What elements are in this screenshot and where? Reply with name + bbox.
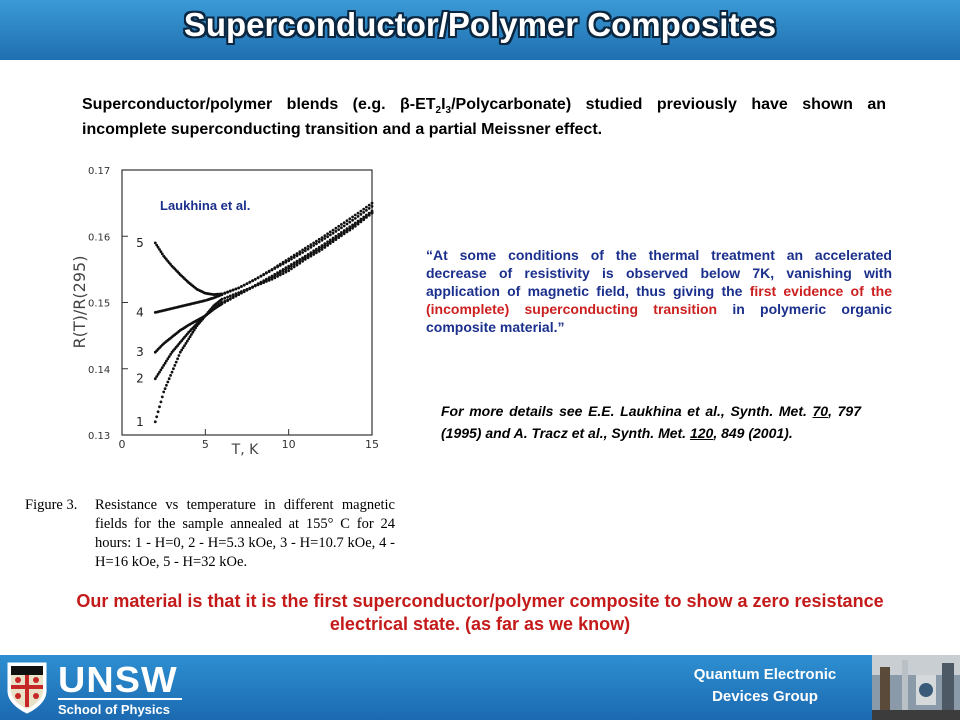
school-name: School of Physics xyxy=(58,698,182,717)
title-bar xyxy=(0,0,960,60)
data-point xyxy=(318,238,321,241)
data-point xyxy=(293,254,296,257)
data-point xyxy=(335,230,338,233)
data-point xyxy=(329,239,332,242)
data-point xyxy=(276,264,279,267)
y-tick-label: 0.15 xyxy=(88,298,111,310)
data-point xyxy=(160,401,163,404)
data-point xyxy=(329,231,332,234)
data-point xyxy=(307,245,310,248)
data-point xyxy=(371,210,374,213)
data-point xyxy=(282,261,285,264)
data-point xyxy=(351,219,354,222)
ref-text-1: For more details see E.E. Laukhina et al., Synth. Met. xyxy=(441,403,813,419)
data-point xyxy=(312,242,315,245)
data-point xyxy=(226,299,229,302)
data-point xyxy=(348,217,351,220)
data-point xyxy=(251,279,254,282)
data-point xyxy=(329,234,332,237)
y-tick-label: 0.14 xyxy=(88,364,111,376)
data-point xyxy=(273,266,276,269)
data-point xyxy=(240,285,243,288)
data-point xyxy=(315,248,318,251)
data-point xyxy=(343,225,346,228)
intro-et: -ET xyxy=(409,96,436,113)
data-point xyxy=(357,212,360,215)
data-point xyxy=(235,288,238,291)
data-point xyxy=(229,295,232,298)
data-point xyxy=(282,272,285,275)
group-name-line-2: Devices Group xyxy=(712,688,818,705)
data-point xyxy=(335,227,338,230)
data-point xyxy=(368,212,371,215)
data-point xyxy=(273,273,276,276)
data-point xyxy=(254,284,257,287)
data-point xyxy=(282,268,285,271)
data-point xyxy=(337,228,340,231)
data-point xyxy=(287,269,290,272)
data-point xyxy=(223,297,226,300)
data-point xyxy=(310,243,313,246)
data-point xyxy=(257,276,260,279)
data-point xyxy=(346,219,349,222)
data-point xyxy=(158,405,161,408)
data-point xyxy=(323,242,326,245)
data-point xyxy=(304,255,307,258)
data-point xyxy=(246,282,249,285)
data-point xyxy=(290,256,293,259)
data-point xyxy=(340,231,343,234)
data-point xyxy=(362,211,365,214)
data-point xyxy=(162,391,165,394)
data-point xyxy=(155,415,158,418)
resistance-plot xyxy=(60,160,390,460)
curve-label-1: 1 xyxy=(136,414,144,429)
data-point xyxy=(232,296,235,299)
data-point xyxy=(304,249,307,252)
data-point xyxy=(354,217,357,220)
data-point xyxy=(332,229,335,232)
unsw-crest-icon xyxy=(6,661,48,715)
data-point xyxy=(173,364,176,367)
curve-labels xyxy=(136,236,144,429)
data-point xyxy=(310,246,313,249)
references-note xyxy=(441,400,861,444)
data-point xyxy=(268,270,271,273)
quote-block xyxy=(426,246,892,336)
data-point xyxy=(290,267,293,270)
figure-label: Figure 3. xyxy=(25,497,78,513)
data-point xyxy=(246,289,249,292)
data-point xyxy=(301,251,304,254)
x-tick-label: 0 xyxy=(118,438,126,451)
intro-text-1: Superconductor/polymer blends (e.g. xyxy=(82,96,400,113)
slide-title: Superconductor/Polymer Composites xyxy=(183,6,777,43)
data-point xyxy=(166,381,169,384)
data-point xyxy=(371,202,374,205)
data-point xyxy=(368,207,371,210)
data-point xyxy=(265,278,268,281)
x-tick-label: 10 xyxy=(281,438,296,451)
x-tick-label: 5 xyxy=(201,438,209,451)
data-point xyxy=(312,249,315,252)
data-point xyxy=(260,275,263,278)
data-point xyxy=(326,235,329,238)
data-point xyxy=(176,357,179,360)
data-point xyxy=(326,240,329,243)
data-point xyxy=(240,292,243,295)
data-point xyxy=(257,282,260,285)
data-point xyxy=(279,263,282,266)
intro-sub-1: 2 xyxy=(435,105,442,117)
data-point xyxy=(348,225,351,228)
data-point xyxy=(229,298,232,301)
data-point xyxy=(293,266,296,269)
series-4 xyxy=(154,205,374,314)
data-point xyxy=(168,377,171,380)
data-point xyxy=(301,256,304,259)
figure-caption-text: Resistance vs temperature in different magnetic fields for the sample annealed at 155° C for 24 hours: 1 - H=0, 2 - H=5.3 kOe, 3 - H=10.7 kOe, 4 - H=16 kOe, 5 - H=32 kOe. xyxy=(95,497,395,570)
group-name xyxy=(660,664,870,708)
data-point xyxy=(232,293,235,296)
data-point xyxy=(296,260,299,263)
data-point xyxy=(235,295,238,298)
data-point xyxy=(371,205,374,208)
data-point xyxy=(315,242,318,245)
data-point xyxy=(318,246,321,249)
data-point xyxy=(362,216,365,219)
data-point xyxy=(164,387,167,390)
curve-label-2: 2 xyxy=(136,371,144,386)
data-point xyxy=(248,287,251,290)
ref-text-2: , 797 (1995) and A. Tracz et al., Synth. Met. xyxy=(441,403,861,441)
curve-label-3: 3 xyxy=(136,345,144,360)
data-point xyxy=(226,291,229,294)
footer-bar xyxy=(0,655,960,720)
data-point xyxy=(260,281,263,284)
data-point xyxy=(360,213,363,216)
series-1 xyxy=(154,212,374,423)
data-point xyxy=(298,258,301,261)
data-point xyxy=(290,263,293,266)
data-point xyxy=(157,410,160,413)
data-point xyxy=(351,224,354,227)
data-point xyxy=(357,215,360,218)
data-point xyxy=(368,204,371,207)
group-name-line-1: Quantum Electronic xyxy=(693,666,837,683)
data-point xyxy=(340,223,343,226)
data-point xyxy=(301,249,304,252)
data-point xyxy=(154,420,157,423)
data-point xyxy=(354,222,357,225)
data-point xyxy=(226,296,229,299)
data-point xyxy=(312,244,315,247)
data-point xyxy=(265,271,268,274)
data-point xyxy=(343,229,346,232)
ref-volume-1: 70 xyxy=(812,403,829,419)
intro-sub-2: 3 xyxy=(445,105,452,117)
data-point xyxy=(321,239,324,242)
data-point xyxy=(365,209,368,212)
data-point xyxy=(340,226,343,229)
data-point xyxy=(362,208,365,211)
data-point xyxy=(287,257,290,260)
data-point xyxy=(346,227,349,230)
data-point xyxy=(223,292,226,295)
data-point xyxy=(268,276,271,279)
data-point xyxy=(296,252,299,255)
data-point xyxy=(172,367,175,370)
data-point xyxy=(243,290,246,293)
data-point xyxy=(254,278,257,281)
data-point xyxy=(365,214,368,217)
data-point xyxy=(323,234,326,237)
data-point xyxy=(175,361,178,364)
conclusion-text: Our material is that it is the first superconductor/polymer composite to show a zero resistance electrical state. (as far as we know) xyxy=(76,591,884,634)
data-point xyxy=(332,237,335,240)
data-point xyxy=(360,210,363,213)
data-point xyxy=(307,248,310,251)
data-point xyxy=(332,232,335,235)
data-point xyxy=(318,241,321,244)
source-annotation: Laukhina et al. xyxy=(160,198,251,213)
data-point xyxy=(310,251,313,254)
data-point xyxy=(351,216,354,219)
intro-iodine: I xyxy=(441,96,446,113)
data-point xyxy=(323,237,326,240)
data-point xyxy=(335,235,338,238)
intro-text-2: /Polycarbonate) studied previously have shown an incomplete superconducting transition and a partial Meissner effect. xyxy=(82,96,886,139)
data-point xyxy=(248,281,251,284)
data-point xyxy=(232,289,235,292)
data-point xyxy=(315,240,318,243)
data-point xyxy=(285,259,288,262)
data-point xyxy=(304,247,307,250)
data-point xyxy=(321,236,324,239)
data-point xyxy=(221,302,224,305)
data-point xyxy=(221,298,224,301)
data-point xyxy=(293,261,296,264)
y-tick-label: 0.13 xyxy=(88,431,111,442)
lab-photo xyxy=(872,655,960,720)
unsw-logo-text: UNSW xyxy=(58,659,178,700)
quote-text-2: in polymeric organic composite material.” xyxy=(426,301,892,335)
data-point xyxy=(337,225,340,228)
data-point xyxy=(337,233,340,236)
x-tick-label: 15 xyxy=(365,438,379,451)
data-point xyxy=(237,287,240,290)
data-point xyxy=(365,206,368,209)
intro-paragraph xyxy=(82,95,886,139)
data-point xyxy=(285,271,288,274)
data-point xyxy=(271,275,274,278)
curve-label-5: 5 xyxy=(136,235,144,250)
quote-highlight: first evidence of the (incomplete) superconducting transition xyxy=(426,283,892,317)
data-point xyxy=(165,384,168,387)
data-point xyxy=(169,374,172,377)
data-point xyxy=(178,354,181,357)
data-point xyxy=(326,232,329,235)
data-point xyxy=(237,293,240,296)
data-point xyxy=(354,214,357,217)
data-point xyxy=(357,220,360,223)
data-point xyxy=(223,301,226,304)
data-point xyxy=(307,253,310,256)
data-point xyxy=(271,268,274,271)
ref-volume-2: 120 xyxy=(689,425,714,441)
data-point xyxy=(279,270,282,273)
data-point xyxy=(348,221,351,224)
data-series xyxy=(154,202,374,423)
data-point xyxy=(262,279,265,282)
data-point xyxy=(298,253,301,256)
data-point xyxy=(343,221,346,224)
data-point xyxy=(276,271,279,274)
quote-text-1: “At some conditions of the thermal treatment an accelerated decrease of resistivity is observed below 7K, vanishing with application of magnetic field, thus giving the xyxy=(426,247,892,299)
data-point xyxy=(161,396,164,399)
y-tick-label: 0.16 xyxy=(88,232,111,244)
intro-beta: β xyxy=(399,96,410,113)
data-point xyxy=(243,284,246,287)
data-point xyxy=(262,273,265,276)
data-point xyxy=(298,250,301,253)
data-point xyxy=(321,244,324,247)
data-point xyxy=(346,223,349,226)
data-point xyxy=(285,266,288,269)
data-point xyxy=(171,371,174,374)
curve-label-4: 4 xyxy=(136,305,144,320)
y-tick-label: 0.17 xyxy=(88,166,111,177)
data-point xyxy=(251,285,254,288)
ref-text-3: , 849 (2001). xyxy=(713,425,793,441)
data-point xyxy=(287,265,290,268)
y-axis-label: R(T)/R(295) xyxy=(70,255,89,349)
data-point xyxy=(221,293,224,296)
x-axis-label: T, K xyxy=(231,442,259,458)
data-point xyxy=(360,218,363,221)
data-point xyxy=(229,290,232,293)
